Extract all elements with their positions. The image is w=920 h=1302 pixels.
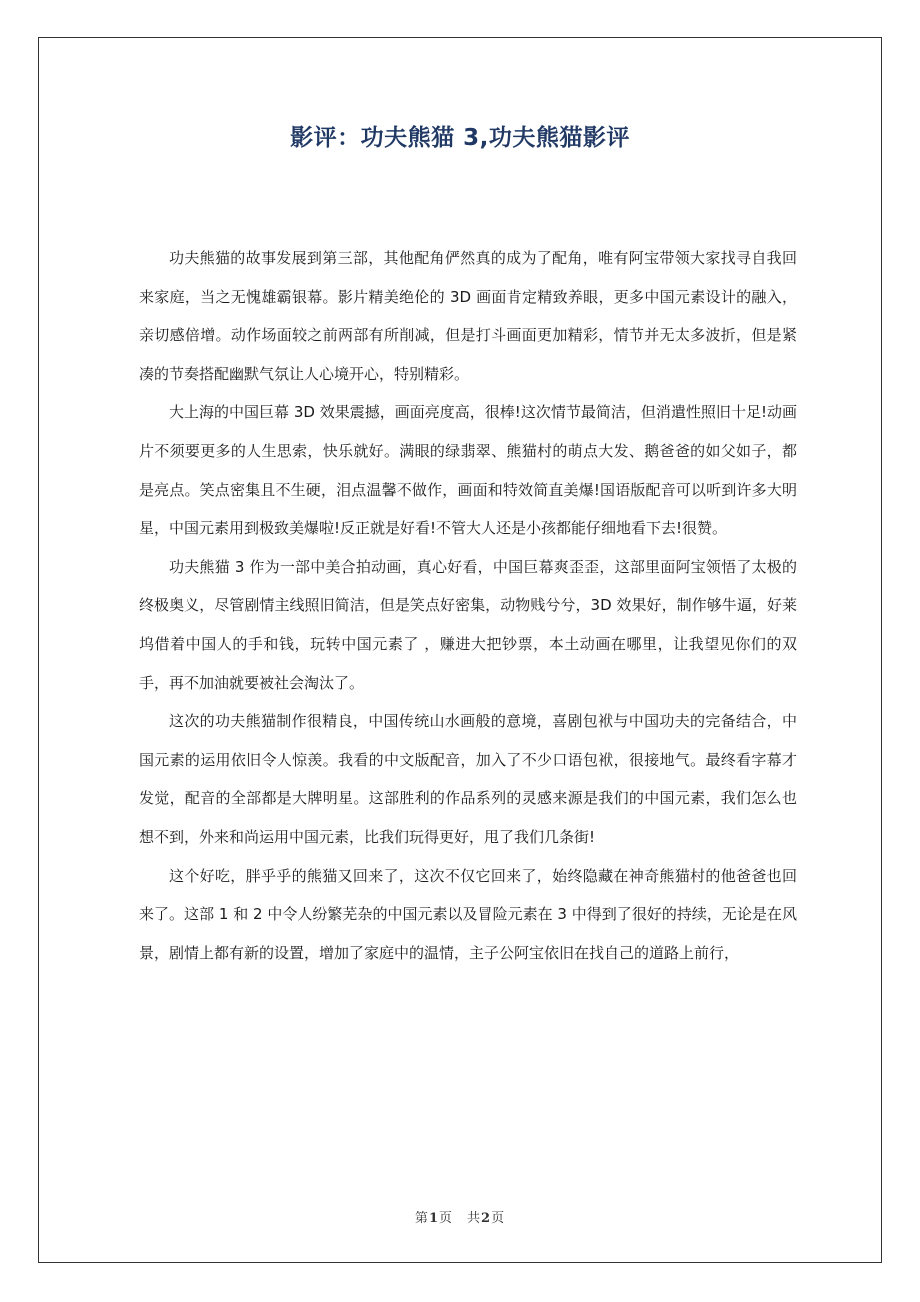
total-prefix: 共	[467, 1211, 482, 1226]
paragraph-5: 这个好吃，胖乎乎的熊猫又回来了，这次不仅它回来了，始终隐藏在神奇熊猫村的他爸爸也回来了。这部 1 和 2 中令人纷繁芜杂的中国元素以及冒险元素在 3 中得到了很好的持续，无论是在风景，剧情上都有新的设置，增加了家庭中的温情，主子公阿宝依旧在找自己的道路上前行，	[139, 866, 797, 962]
page-unit: 页	[438, 1211, 453, 1226]
document-title: 影评：功夫熊猫 3,功夫熊猫影评	[290, 125, 630, 151]
paragraph-2: 大上海的中国巨幕 3D 效果震撼，画面亮度高，很棒!这次情节最简洁，但消遣性照旧十足!动画片不须要更多的人生思索，快乐就好。满眼的绿翡翠、熊猫村的萌点大发、鹅爸爸的如父如子，都是亮点。笑点密集且不生硬，泪点温馨不做作，画面和特效简直美爆!国语版配音可以听到许多大明星，中国元素用到极致美爆啦!反正就是好看!不管大人还是小孩都能仔细地看下去!很赞。	[139, 403, 797, 538]
paragraph-1: 功夫熊猫的故事发展到第三部，其他配角俨然真的成为了配角，唯有阿宝带领大家找寻自我回来家庭，当之无愧雄霸银幕。影片精美绝伦的 3D 画面肯定精致养眼，更多中国元素设计的融入，亲切感倍增。动作场面较之前两部有所削减，但是打斗画面更加精彩，情节并无太多波折，但是紧凑的节奏搭配幽默气氛让人心境开心，特别精彩。	[139, 249, 797, 383]
current-page-number: 1	[428, 1211, 439, 1226]
paragraph-3: 功夫熊猫 3 作为一部中美合拍动画，真心好看，中国巨幕爽歪歪，这部里面阿宝领悟了太极的终极奥义，尽管剧情主线照旧简洁，但是笑点好密集，动物贱兮兮，3D 效果好，制作够牛逼，好莱坞借着中国人的手和钱，玩转中国元素了 ，赚进大把钞票，本土动画在哪里，让我望见你们的双手，再不加油就要被社会淘汰了。	[139, 557, 797, 692]
total-unit: 页	[491, 1211, 506, 1226]
page-prefix: 第	[414, 1211, 429, 1226]
page-footer	[0, 1207, 920, 1226]
document-body	[139, 239, 797, 972]
paragraph-4: 这次的功夫熊猫制作很精良，中国传统山水画般的意境，喜剧包袱与中国功夫的完备结合，中国元素的运用依旧令人惊羡。我看的中文版配音，加入了不少口语包袱，很接地气。最终看字幕才发觉，配音的全部都是大牌明星。这部胜利的作品系列的灵感来源是我们的中国元素，我们怎么也想不到，外来和尚运用中国元素，比我们玩得更好，甩了我们几条街!	[139, 712, 797, 846]
total-pages-number: 2	[481, 1211, 492, 1226]
